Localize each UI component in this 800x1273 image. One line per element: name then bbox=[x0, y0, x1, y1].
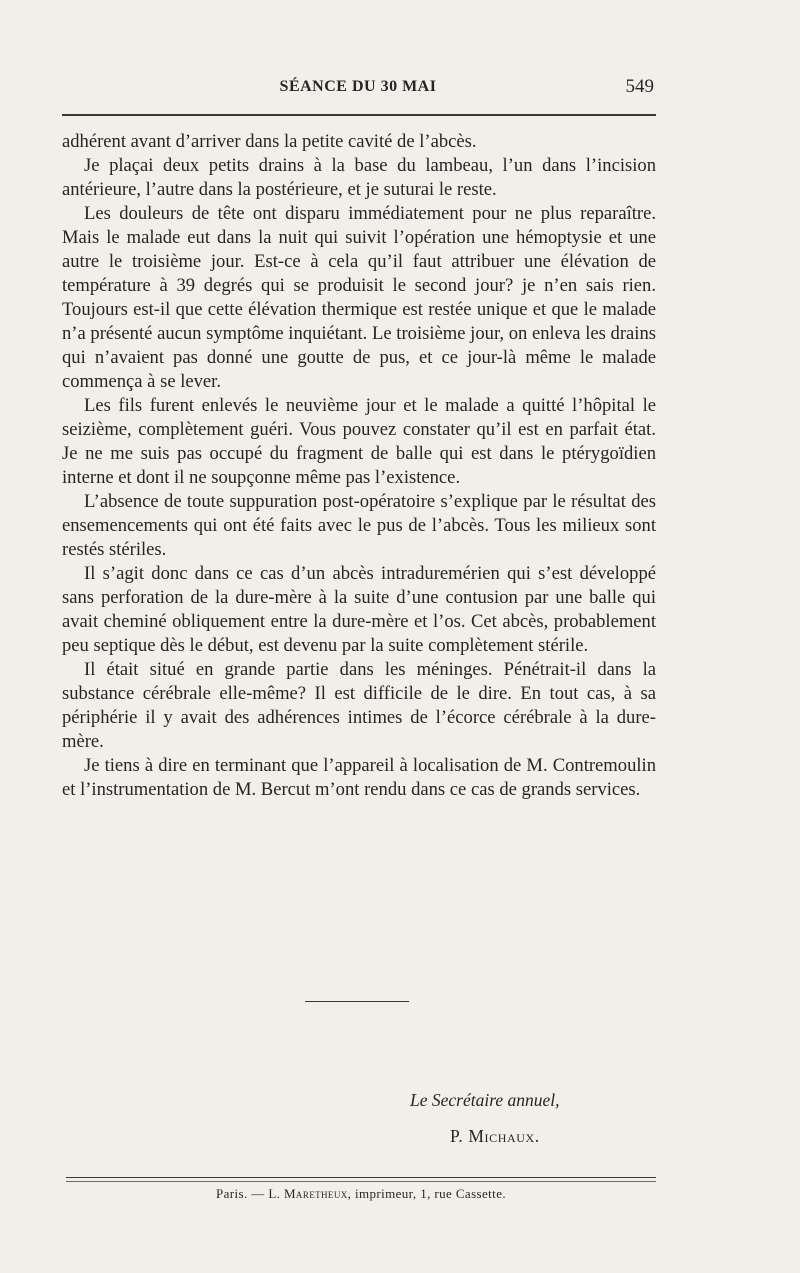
page-header-title: SÉANCE DU 30 MAI bbox=[279, 78, 437, 95]
imprint-address: imprimeur, 1, rue Cassette. bbox=[354, 1186, 507, 1201]
paragraph: L’absence de toute suppuration post-opératoire s’explique par le résultat des ensemencements qui ont été faits avec le pus de l’abcès. Tous les milieux sont restés stériles. bbox=[62, 491, 656, 560]
paragraph: Je plaçai deux petits drains à la base du lambeau, l’un dans l’incision antérieure, l’autre dans la postérieure, et je suturai le reste. bbox=[62, 155, 656, 200]
paragraph: adhérent avant d’arriver dans la petite cavité de l’abcès. bbox=[62, 131, 477, 152]
imprint-printer: L. Maretheux, bbox=[268, 1186, 352, 1201]
paragraph: Il était situé en grande partie dans les méninges. Pénétrait-il dans la substance cérébrale elle-même? Il est difficile de le dire. En tout cas, à sa périphérie il y avait des adhérences intimes de l’écorce cérébrale à la dure-mère. bbox=[62, 659, 656, 752]
signature-title: Le Secrétaire annuel, bbox=[410, 1090, 560, 1110]
paragraph: Je tiens à dire en terminant que l’appareil à localisation de M. Contremoulin et l’instrumentation de M. Bercut m’ont rendu dans ce cas de grands services. bbox=[62, 755, 656, 800]
paragraph: Les douleurs de tête ont disparu immédiatement pour ne plus reparaître. Mais le malade eut dans la nuit qui suivit l’opération une hémoptysie et une autre le troisième jour. Est-ce à cela qu’il faut attribuer une élévation de température à 39 degrés qui se produisit le second jour? je n’en sais rien. Toujours est-il que cette élévation thermique est restée unique et que le malade n’a présenté aucun symptôme inquiétant. Le troisième jour, on enleva les drains qui n’avaient pas donné une goutte de pus, et ce jour-là même le malade commença à se lever. bbox=[62, 203, 656, 392]
header-rule bbox=[62, 114, 656, 116]
page-number: 549 bbox=[625, 76, 654, 97]
section-divider bbox=[305, 1001, 409, 1002]
body-text bbox=[62, 130, 656, 802]
footer-rule-thin bbox=[66, 1181, 656, 1182]
imprint-city: Paris. — bbox=[215, 1186, 265, 1201]
signature-name: P. Michaux. bbox=[450, 1126, 540, 1146]
running-head bbox=[62, 78, 654, 102]
footer-rule bbox=[66, 1177, 656, 1178]
paragraph: Il s’agit donc dans ce cas d’un abcès intraduremérien qui s’est développé sans perforation de la dure-mère à la suite d’une contusion par une balle qui avait cheminé obliquement entre la dure-mère et l’os. Cet abcès, probablement peu septique dès le début, est devenu par la suite complètement stérile. bbox=[62, 563, 656, 656]
printer-imprint bbox=[66, 1186, 656, 1202]
paragraph: Les fils furent enlevés le neuvième jour et le malade a quitté l’hôpital le seizième, complètement guéri. Vous pouvez constater qu’il est en parfait état. Je ne me suis pas occupé du fragment de balle qui est dans le ptérygoïdien interne et dont il ne soupçonne même pas l’existence. bbox=[62, 395, 656, 488]
